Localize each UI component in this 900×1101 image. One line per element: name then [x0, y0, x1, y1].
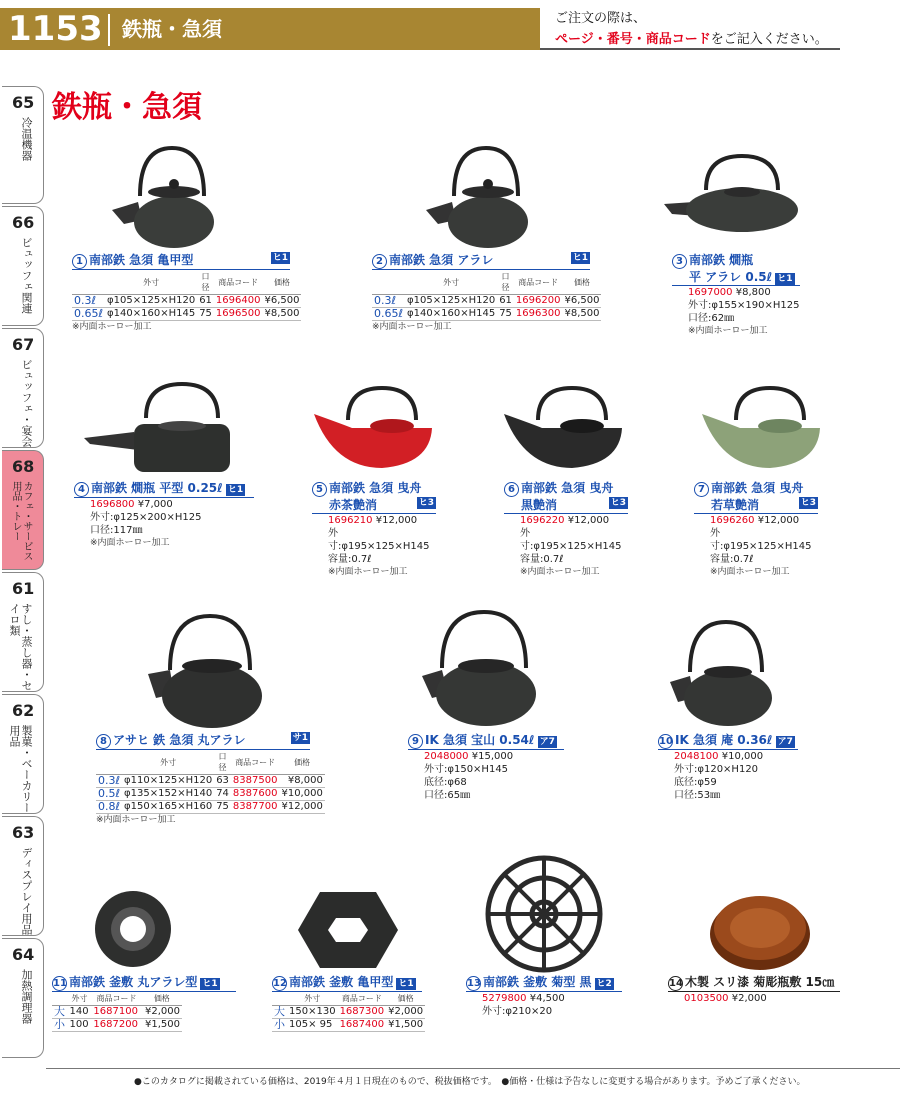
- product-title: [312, 480, 436, 497]
- col-header: 外寸: [68, 992, 92, 1006]
- product-title-line2: [694, 497, 818, 514]
- col-header: 商品コード: [214, 270, 263, 295]
- product-image-maru-arare: [148, 610, 274, 730]
- product-name: 南部鉄 釜敷 丸アラレ型: [69, 975, 198, 989]
- order-note: [555, 8, 828, 50]
- product-name: 南部鉄 急須 アラレ: [389, 253, 494, 267]
- product-name-line1: 南部鉄 急須 曳舟: [711, 481, 804, 495]
- price: ¥12,000: [375, 515, 418, 526]
- product-title: [694, 480, 818, 497]
- price: ¥2,000: [142, 1006, 182, 1019]
- product-title: [72, 252, 290, 270]
- product-name: 南部鉄 急須 亀甲型: [89, 253, 194, 267]
- product-number: 13: [467, 978, 481, 989]
- tab-label: 加熱調理器: [20, 969, 33, 1024]
- product-11: [52, 974, 236, 1032]
- dimensions: 105× 95: [287, 1019, 338, 1032]
- product-note: ※内面ホーロー加工: [688, 326, 768, 336]
- product-title: [408, 732, 564, 750]
- capacity: 0.65ℓ: [374, 307, 404, 320]
- product-number: 6: [504, 482, 519, 497]
- maker-mark: ヒ3: [610, 498, 626, 508]
- size: 大: [52, 1006, 68, 1019]
- table-row: [272, 1006, 425, 1019]
- price: ¥4,500: [529, 993, 565, 1004]
- header-underline: [540, 48, 840, 50]
- tab-66[interactable]: [2, 206, 44, 326]
- product-name: 南部鉄 釜敷 亀甲型: [289, 975, 394, 989]
- product-name: アサヒ 鉄 急須 丸アラレ: [113, 733, 246, 747]
- table-row: [52, 1006, 182, 1019]
- dimensions: 外寸:φ195×125×H145: [520, 528, 622, 552]
- tab-number: 63: [12, 823, 35, 842]
- spec-header-row: [72, 270, 301, 295]
- product-name-line2: 赤茶艶消: [329, 498, 378, 512]
- product-number: 14: [669, 978, 683, 989]
- product-image-trivet-kiku: [480, 852, 608, 976]
- product-name-line2: 黒艶消: [521, 498, 558, 512]
- product-code: 1696800: [90, 499, 135, 510]
- col-header: 価格: [262, 270, 301, 295]
- tab-63[interactable]: [2, 816, 44, 936]
- product-title: [466, 974, 622, 992]
- maker-mark: ヒ3: [418, 498, 434, 508]
- product-number: 4: [74, 482, 89, 497]
- product-note: ※内面ホーロー加工: [90, 538, 170, 548]
- table-row: [372, 308, 601, 321]
- tab-label: ビュッフェ関連: [20, 237, 33, 314]
- order-note-red: ページ・番号・商品コード: [555, 32, 711, 47]
- product-title: [52, 974, 236, 992]
- price: ¥10,000: [281, 788, 323, 799]
- product-image-hikifune-red: [312, 384, 434, 472]
- tab-68[interactable]: [2, 450, 44, 570]
- product-image-kanbin-flat: [84, 378, 234, 476]
- capacity: 0.3ℓ: [98, 774, 121, 787]
- dimensions: 外寸:φ195×125×H145: [328, 528, 430, 552]
- product-13: [466, 974, 622, 1018]
- product-title: [668, 974, 840, 992]
- spec-header-row: [272, 992, 425, 1006]
- col-header: 外寸: [105, 270, 197, 295]
- product-code: 1687300: [339, 1006, 385, 1017]
- maker-mark: ヒ1: [202, 979, 218, 989]
- price: ¥10,000: [721, 751, 764, 762]
- product-code: 1696500: [215, 308, 261, 319]
- maker-mark: ヒ1: [777, 274, 793, 284]
- spec-table: [52, 992, 182, 1032]
- product-title-line2: [504, 497, 628, 514]
- product-code: 8387700: [232, 801, 278, 812]
- table-row: [96, 775, 325, 788]
- product-image-wooden-mat: [708, 884, 812, 972]
- tab-number: 61: [12, 579, 35, 598]
- order-note-line2: [555, 29, 828, 50]
- mouth: 口径:65㎜: [424, 790, 471, 801]
- mouth: 口径:62㎜: [688, 313, 735, 324]
- price: ¥12,000: [567, 515, 610, 526]
- product-code: 1696220: [520, 515, 565, 526]
- dimensions: φ105×125×H120: [107, 295, 196, 306]
- product-4: [74, 480, 254, 549]
- product-code: 1697000: [688, 287, 733, 298]
- mouth: 61: [199, 295, 212, 306]
- size: 大: [274, 1005, 285, 1018]
- capacity: 0.65ℓ: [74, 307, 104, 320]
- col-header: 価格: [142, 992, 182, 1006]
- product-title: [74, 480, 254, 498]
- maker-mark: ヒ1: [227, 485, 244, 495]
- product-3: [672, 252, 800, 337]
- capacity: 0.3ℓ: [372, 295, 405, 308]
- col-header: 口径: [497, 270, 514, 295]
- col-header: 価格: [279, 750, 324, 775]
- tab-number: 66: [12, 213, 35, 232]
- product-title: [658, 732, 798, 750]
- footer-note: ●このカタログに掲載されている価格は、2019年４月１日現在のもので、税抜価格です。 ●価格・仕様は予告なしに変更する場合があります。予めご了承ください。: [134, 1077, 806, 1087]
- product-name-line2: 若草艶消: [711, 498, 760, 512]
- dimensions: φ110×125×H120: [124, 775, 213, 786]
- tab-label: すし・蒸し器・セイロ類: [8, 603, 33, 691]
- table-row: [372, 295, 601, 308]
- product-8: [96, 732, 323, 826]
- tab-label: ディスプレイ用品: [20, 847, 33, 935]
- maker-mark: ヒ2: [596, 979, 612, 989]
- product-code: 5279800: [482, 993, 527, 1004]
- mouth: 口径:117㎜: [90, 525, 143, 536]
- volume: 容量:0.7ℓ: [710, 554, 754, 565]
- product-note: ※内面ホーロー加工: [96, 815, 176, 825]
- table-row: [96, 788, 325, 801]
- product-name: 南部鉄 釜敷 菊型 黒: [483, 975, 592, 989]
- dimensions: 150×130: [289, 1006, 336, 1017]
- dimensions: 140: [68, 1006, 92, 1019]
- page-title: 鉄瓶・急須: [52, 90, 202, 125]
- page-number: 1153: [8, 9, 103, 49]
- product-code: 2048000: [424, 751, 469, 762]
- price-line: [312, 514, 436, 527]
- dimensions: 外寸:φ125×200×H125: [90, 512, 202, 523]
- product-name-line1: 南部鉄 急須 曳舟: [329, 481, 422, 495]
- product-name: 南部鉄 燗瓶 平型 0.25ℓ: [91, 481, 223, 495]
- product-number: 2: [372, 254, 387, 269]
- dimensions: φ135×152×H140: [124, 788, 213, 799]
- header-separator: [108, 14, 110, 46]
- product-number: 11: [53, 978, 67, 989]
- product-10: [658, 732, 798, 802]
- tab-64[interactable]: [2, 938, 44, 1058]
- order-note-line1: ご注文の際は、: [555, 11, 647, 26]
- product-image-kettle-kikko: [110, 140, 230, 252]
- dimensions: 外寸:φ195×125×H145: [710, 528, 812, 552]
- product-code: 1687200: [91, 1019, 141, 1032]
- spec-table: [372, 270, 601, 321]
- product-title-line2: [312, 497, 436, 514]
- price: ¥8,000: [279, 775, 324, 788]
- tab-61[interactable]: [2, 572, 44, 692]
- product-code: 2048100: [674, 751, 719, 762]
- mouth: 63: [216, 775, 229, 786]
- col-header: 価格: [562, 270, 601, 295]
- product-title: [272, 974, 422, 992]
- product-image-an: [670, 618, 780, 730]
- section-title: 鉄瓶・急須: [122, 17, 222, 41]
- col-header: 口径: [197, 270, 214, 295]
- price: ¥12,000: [281, 801, 323, 812]
- product-image-hikifune-green: [700, 384, 822, 472]
- tab-number: 67: [12, 335, 35, 354]
- product-number: 3: [672, 254, 687, 269]
- product-name-line1: 南部鉄 急須 曳舟: [521, 481, 614, 495]
- product-7: [694, 480, 818, 578]
- tab-number: 65: [12, 93, 35, 112]
- base-diameter: 底径:φ68: [424, 777, 467, 788]
- product-note: ※内面ホーロー加工: [372, 322, 452, 332]
- product-code: 1696300: [515, 308, 561, 319]
- col-header: 外寸: [405, 270, 497, 295]
- col-header: 口径: [214, 750, 231, 775]
- maker-mark: サ1: [292, 733, 308, 743]
- product-note: ※内面ホーロー加工: [710, 567, 790, 577]
- spec-table: [272, 992, 425, 1032]
- col-header: 商品コード: [338, 992, 387, 1006]
- product-12: [272, 974, 422, 1032]
- price: ¥8,800: [735, 287, 771, 298]
- product-image-trivet-hex: [296, 890, 400, 970]
- price-line: [694, 514, 818, 527]
- product-code: 8387600: [232, 788, 278, 799]
- tab-label: カフェ・サービス用品・トレー: [10, 481, 32, 561]
- product-number: 12: [273, 978, 287, 989]
- mouth: 74: [216, 788, 229, 799]
- col-header: 外寸: [122, 750, 214, 775]
- price: ¥12,000: [757, 515, 800, 526]
- dimensions: 外寸:φ210×20: [482, 1006, 553, 1017]
- dimensions: φ150×165×H160: [124, 801, 213, 812]
- product-code: 1696210: [328, 515, 373, 526]
- dimensions: φ105×125×H120: [407, 295, 496, 306]
- product-note: ※内面ホーロー加工: [72, 322, 152, 332]
- price: ¥2,000: [388, 1006, 424, 1017]
- product-title: [372, 252, 590, 270]
- price-line: [672, 286, 800, 299]
- table-row: [72, 295, 301, 308]
- price: ¥2,000: [731, 993, 767, 1004]
- product-image-hozan: [420, 606, 546, 730]
- maker-mark: ヒ1: [572, 253, 588, 263]
- product-name: IK 急須 宝山 0.54ℓ: [425, 733, 535, 747]
- spec-header-row: [52, 992, 182, 1006]
- price-line: [74, 498, 254, 511]
- size: 小: [274, 1018, 285, 1031]
- mouth: 口径:53㎜: [674, 790, 721, 801]
- product-code: 1696200: [515, 295, 561, 306]
- product-note: ※内面ホーロー加工: [520, 567, 600, 577]
- tab-number: 68: [12, 457, 35, 476]
- table-row: [272, 1019, 425, 1032]
- mouth: 61: [499, 295, 512, 306]
- col-header: 商品コード: [91, 992, 141, 1006]
- dimensions: φ140×160×H145: [107, 308, 196, 319]
- tab-number: 64: [12, 945, 35, 964]
- product-image-trivet-round: [92, 888, 174, 970]
- product-number: 10: [659, 736, 673, 747]
- product-name: IK 急須 庵 0.36ℓ: [675, 733, 773, 747]
- product-code: 8387500: [232, 775, 278, 786]
- product-2: [372, 252, 600, 333]
- maker-mark: ヒ1: [398, 979, 414, 989]
- price: ¥6,500: [564, 295, 600, 306]
- product-code: 1696400: [215, 295, 261, 306]
- price-line: [504, 514, 628, 527]
- capacity: 0.3ℓ: [72, 295, 105, 308]
- price-line: [658, 750, 798, 763]
- tab-label: ビュッフェ・宴会: [20, 359, 33, 447]
- col-header: 外寸: [287, 992, 338, 1006]
- spec-table: [96, 750, 325, 814]
- dimensions: 外寸:φ155×190×H125: [688, 300, 800, 311]
- order-note-tail: をご記入ください。: [710, 32, 828, 47]
- price: ¥1,500: [142, 1019, 182, 1032]
- mouth: 75: [499, 308, 512, 319]
- table-row: [72, 308, 301, 321]
- table-row: [52, 1019, 182, 1032]
- tab-67[interactable]: [2, 328, 44, 448]
- dimensions: 外寸:φ150×H145: [424, 764, 509, 775]
- dimensions: φ140×160×H145: [407, 308, 496, 319]
- spec-header-row: [96, 750, 325, 775]
- price-line: [668, 992, 840, 1005]
- product-image-kettle-arare: [424, 140, 544, 252]
- maker-mark: ア7: [539, 737, 555, 747]
- tab-62[interactable]: [2, 694, 44, 814]
- price: ¥6,500: [264, 295, 300, 306]
- product-note: ※内面ホーロー加工: [328, 567, 408, 577]
- product-title-line2: [672, 269, 800, 286]
- volume: 容量:0.7ℓ: [520, 554, 564, 565]
- dimensions: 外寸:φ120×H120: [674, 764, 759, 775]
- price-line: [466, 992, 622, 1005]
- price: ¥8,500: [264, 308, 300, 319]
- maker-mark: ア7: [777, 737, 793, 747]
- capacity: 0.8ℓ: [98, 800, 121, 813]
- page-header: [0, 0, 900, 54]
- tab-65[interactable]: [2, 86, 44, 204]
- tab-label: 製菓・ベーカリー用品: [8, 725, 33, 813]
- tab-number: 62: [12, 701, 35, 720]
- product-number: 5: [312, 482, 327, 497]
- product-name-line2: 平 アラレ 0.5ℓ: [689, 270, 773, 284]
- product-number: 8: [96, 734, 111, 749]
- product-number: 1: [72, 254, 87, 269]
- product-code: 1696260: [710, 515, 755, 526]
- product-code: 0103500: [684, 993, 729, 1004]
- spec-table: [72, 270, 301, 321]
- price-line: [408, 750, 564, 763]
- spec-header-row: [372, 270, 601, 295]
- product-5: [312, 480, 436, 578]
- maker-mark: ヒ1: [272, 253, 288, 263]
- product-title: [504, 480, 628, 497]
- product-title: [96, 732, 310, 750]
- tab-label: 冷温機器: [20, 117, 33, 161]
- product-14: [668, 974, 840, 1005]
- product-title: [672, 252, 800, 269]
- product-code: 1687100: [91, 1006, 141, 1019]
- product-image-kanbin-arare: [664, 150, 804, 240]
- mouth: 75: [199, 308, 212, 319]
- col-header: 商品コード: [514, 270, 563, 295]
- col-header: 価格: [386, 992, 425, 1006]
- size: 小: [52, 1019, 68, 1032]
- mouth: 75: [216, 801, 229, 812]
- volume: 容量:0.7ℓ: [328, 554, 372, 565]
- price: ¥8,500: [564, 308, 600, 319]
- product-name: 木製 スリ漆 菊彫瓶敷 15㎝: [685, 975, 835, 989]
- product-code: 1687400: [339, 1019, 385, 1030]
- price: ¥1,500: [388, 1019, 424, 1030]
- base-diameter: 底径:φ59: [674, 777, 717, 788]
- col-header: 商品コード: [231, 750, 280, 775]
- maker-mark: ヒ3: [800, 498, 816, 508]
- product-9: [408, 732, 564, 802]
- product-number: 9: [408, 734, 423, 749]
- dimensions: 100: [68, 1019, 92, 1032]
- capacity: 0.5ℓ: [98, 787, 121, 800]
- price: ¥15,000: [471, 751, 514, 762]
- footer-divider: [46, 1068, 900, 1069]
- price: ¥7,000: [137, 499, 173, 510]
- product-1: [72, 252, 300, 333]
- product-name-line1: 南部鉄 燗瓶: [689, 253, 754, 267]
- product-number: 7: [694, 482, 709, 497]
- product-6: [504, 480, 628, 578]
- product-image-hikifune-black: [502, 384, 624, 472]
- table-row: [96, 801, 325, 814]
